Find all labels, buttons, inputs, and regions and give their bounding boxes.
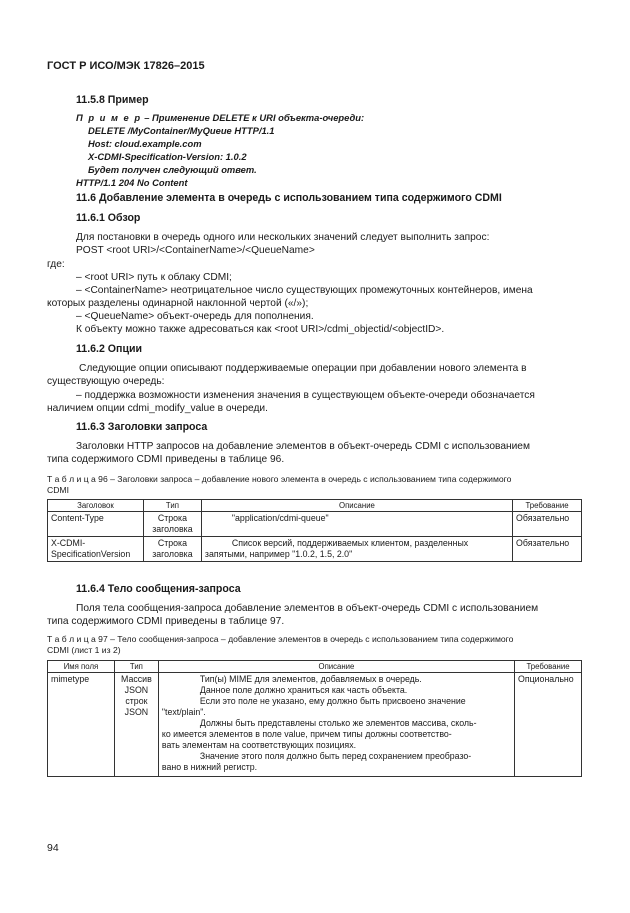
description-line: вать элементам на соответствующих позициях. (161, 740, 357, 750)
type-line: JSON (124, 685, 149, 695)
table-96 (47, 499, 582, 562)
example-label: П р и м е р (76, 112, 142, 123)
table-cell (48, 512, 144, 537)
table-row (48, 512, 582, 537)
type-line: Массив (121, 674, 152, 684)
example-line: DELETE /MyContainer/MyQueue HTTP/1.1 (88, 125, 275, 136)
description-line: вано в нижний регистр. (161, 762, 258, 772)
description-line: Значение этого поля должно быть перед сохранением преобразо- (199, 751, 472, 761)
table-row (48, 537, 582, 562)
table-cell (201, 512, 512, 537)
bullet-item-continuation: которых разделены одинарной наклонной чертой («/»); (47, 298, 309, 309)
paragraph: Для постановки в очередь одного или нескольких значений следует выполнить запрос: (76, 232, 490, 243)
example-line: X-CDMI-Specification-Version: 1.0.2 (88, 151, 247, 162)
description: Список версий, поддерживаемых клиентом, разделенных (231, 538, 469, 548)
document-header: ГОСТ Р ИСО/МЭК 17826–2015 (47, 60, 205, 72)
table-cell (143, 512, 201, 537)
section-11-5-8-heading: 11.5.8 Пример (76, 94, 149, 106)
table-header-row (48, 661, 582, 673)
where-label: где: (47, 259, 65, 270)
page-number: 94 (47, 842, 59, 854)
bullet-item: – <ContainerName> неотрицательное число существующих промежуточных контейнеров, имена (76, 285, 533, 296)
paragraph-continuation: типа содержимого CDMI приведены в таблице 96. (47, 454, 285, 465)
example-title (76, 111, 364, 124)
example-line: Будет получен следующий ответ. (88, 164, 257, 175)
example-response: HTTP/1.1 204 No Content (76, 177, 188, 188)
section-11-6-2-heading: 11.6.2 Опции (76, 343, 142, 355)
table-cell (143, 537, 201, 562)
paragraph: К объекту можно также адресоваться как <root URI>/cdmi_objectid/<objectID>. (76, 324, 445, 335)
example-title-text: – Применение DELETE к URI объекта-очереди: (141, 112, 365, 123)
table-cell (513, 537, 582, 562)
bullet-item: – <QueueName> объект-очередь для пополнения. (76, 311, 314, 322)
column-header: Тип (114, 661, 158, 673)
section-11-6-3-heading: 11.6.3 Заголовки запроса (76, 421, 208, 433)
type-line: строк (125, 696, 148, 706)
type-line: Строка (157, 538, 187, 548)
table-97-caption-continuation: CDMI (лист 1 из 2) (47, 645, 121, 655)
table-97-caption: Т а б л и ц а 97 – Тело сообщения-запроса – добавление элементов в очередь с использованием типа содержимого (47, 634, 514, 644)
requirement: Опционально (518, 674, 574, 684)
bullet-item: – поддержка возможности изменения значения в существующем объекте-очереди обозначается (76, 390, 535, 401)
description-line: ко имеется элементов в поле value, причем типы должны соответство- (161, 729, 452, 739)
type-line: заголовка (152, 524, 193, 534)
column-header: Требование (513, 500, 582, 512)
request-line: POST <root URI>/<ContainerName>/<QueueName> (76, 245, 315, 256)
table-row (48, 673, 582, 777)
section-11-6-1-heading: 11.6.1 Обзор (76, 212, 141, 224)
paragraph: Заголовки HTTP запросов на добавление элементов в объект-очередь CDMI с использованием (76, 441, 530, 452)
header-name: X-CDMI- (51, 538, 86, 548)
section-11-6-4-heading: 11.6.4 Тело сообщения-запроса (76, 583, 241, 595)
paragraph-continuation: существующую очередь: (47, 376, 165, 387)
type-line: Строка (157, 513, 187, 523)
requirement: Обязательно (516, 538, 570, 548)
paragraph: Поля тела сообщения-запроса добавление элементов в объект-очередь CDMI с использованием (76, 603, 539, 614)
table-cell (515, 673, 582, 777)
column-header: Требование (515, 661, 582, 673)
description-line: "text/plain". (161, 707, 206, 717)
column-header: Имя поля (48, 661, 115, 673)
table-cell (48, 537, 144, 562)
description-line: Если это поле не указано, ему должно быть присвоено значение (199, 696, 466, 706)
description-line: Данное поле должно храниться как часть объекта. (199, 685, 408, 695)
table-cell (48, 673, 115, 777)
description-line: Должны быть представлены столько же элементов массива, сколь- (199, 718, 477, 728)
table-97 (47, 660, 582, 777)
paragraph: Следующие опции описывают поддерживаемые операции при добавлении нового элемента в (79, 363, 527, 374)
type-line: JSON (124, 707, 149, 717)
table-cell (114, 673, 158, 777)
table-cell (513, 512, 582, 537)
section-11-6-heading: 11.6 Добавление элемента в очередь с использованием типа содержимого CDMI (76, 192, 502, 204)
example-line: Host: cloud.example.com (88, 138, 202, 149)
bullet-item-continuation: наличием опции cdmi_modify_value в очереди. (47, 403, 268, 414)
requirement: Обязательно (516, 513, 570, 523)
column-header: Тип (143, 500, 201, 512)
header-name: SpecificationVersion (51, 549, 131, 559)
type-line: заголовка (152, 549, 193, 559)
description-line: Тип(ы) MIME для элементов, добавляемых в очередь. (199, 674, 422, 684)
table-header-row (48, 500, 582, 512)
description: запятыми, например "1.0.2, 1.5, 2.0" (204, 549, 353, 559)
column-header: Описание (158, 661, 514, 673)
table-cell (201, 537, 512, 562)
header-name: Content-Type (51, 513, 104, 523)
bullet-item: – <root URI> путь к облаку CDMI; (76, 272, 232, 283)
field-name: mimetype (51, 674, 90, 684)
column-header: Заголовок (48, 500, 144, 512)
column-header: Описание (201, 500, 512, 512)
paragraph-continuation: типа содержимого CDMI приведены в таблице 97. (47, 616, 285, 627)
description: "application/cdmi-queue" (231, 513, 329, 523)
table-cell (158, 673, 514, 777)
table-96-caption-continuation: CDMI (47, 485, 69, 495)
table-96-caption: Т а б л и ц а 96 – Заголовки запроса – добавление нового элемента в очередь с использованием типа содержимого (47, 474, 512, 484)
